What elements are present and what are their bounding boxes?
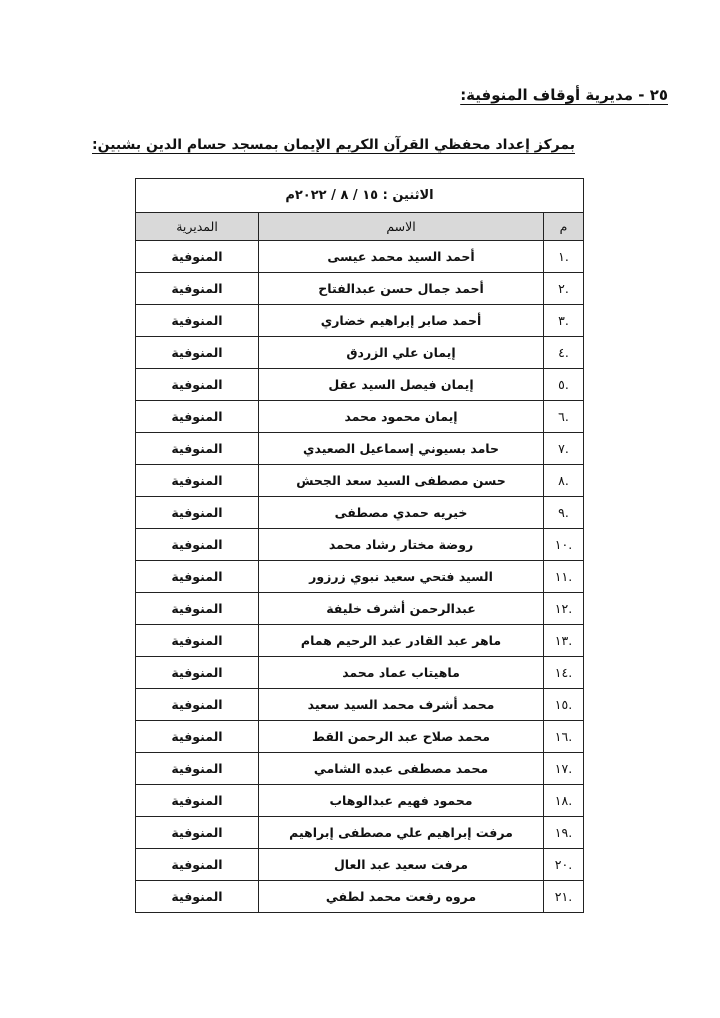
row-name: محمد أشرف محمد السيد سعيد (259, 689, 544, 721)
row-number: .٦ (544, 401, 584, 433)
row-name: إيمان محمود محمد (259, 401, 544, 433)
row-name: روضة مختار رشاد محمد (259, 529, 544, 561)
row-number: .١٠ (544, 529, 584, 561)
row-directorate: المنوفية (136, 401, 259, 433)
row-number: .٢ (544, 273, 584, 305)
row-name: السيد فتحي سعيد نبوي زرزور (259, 561, 544, 593)
row-directorate: المنوفية (136, 369, 259, 401)
date-row (136, 179, 584, 213)
row-directorate: المنوفية (136, 561, 259, 593)
row-name: محمد مصطفى عبده الشامي (259, 753, 544, 785)
table-row (136, 657, 584, 689)
row-number: .٩ (544, 497, 584, 529)
row-number: .٨ (544, 465, 584, 497)
table-row (136, 753, 584, 785)
row-name: إيمان فيصل السيد عقل (259, 369, 544, 401)
table-row (136, 369, 584, 401)
date-line: الاثنين : ١٥ / ٨ / ٢٠٢٢م (136, 179, 584, 213)
table-row (136, 305, 584, 337)
table-row (136, 849, 584, 881)
row-directorate: المنوفية (136, 465, 259, 497)
row-name: خيريه حمدي مصطفى (259, 497, 544, 529)
table-row (136, 561, 584, 593)
header-row (136, 213, 584, 241)
table-row (136, 401, 584, 433)
row-directorate: المنوفية (136, 337, 259, 369)
row-number: .٢١ (544, 881, 584, 913)
row-directorate: المنوفية (136, 273, 259, 305)
row-number: .٧ (544, 433, 584, 465)
row-number: .١٦ (544, 721, 584, 753)
row-name: محمد صلاح عبد الرحمن القط (259, 721, 544, 753)
row-directorate: المنوفية (136, 849, 259, 881)
row-directorate: المنوفية (136, 625, 259, 657)
row-name: عبدالرحمن أشرف خليفة (259, 593, 544, 625)
row-name: مروه رفعت محمد لطفي (259, 881, 544, 913)
row-name: مرفت إبراهيم علي مصطفى إبراهيم (259, 817, 544, 849)
table-row (136, 817, 584, 849)
table-row (136, 689, 584, 721)
row-name: محمود فهيم عبدالوهاب (259, 785, 544, 817)
row-number: .١١ (544, 561, 584, 593)
row-name: مرفت سعيد عبد العال (259, 849, 544, 881)
row-directorate: المنوفية (136, 657, 259, 689)
row-number: .١٥ (544, 689, 584, 721)
row-directorate: المنوفية (136, 305, 259, 337)
row-directorate: المنوفية (136, 241, 259, 273)
row-number: .١٩ (544, 817, 584, 849)
row-number: .١٣ (544, 625, 584, 657)
row-name: أحمد صابر إبراهيم خضاري (259, 305, 544, 337)
row-directorate: المنوفية (136, 497, 259, 529)
table-row (136, 241, 584, 273)
row-directorate: المنوفية (136, 785, 259, 817)
row-directorate: المنوفية (136, 881, 259, 913)
row-directorate: المنوفية (136, 593, 259, 625)
row-number: .٢٠ (544, 849, 584, 881)
document-heading: ٢٥ - مديرية أوقاف المنوفية: (460, 86, 668, 104)
row-name: ماهر عبد القادر عبد الرحيم همام (259, 625, 544, 657)
table-row (136, 433, 584, 465)
row-name: أحمد السيد محمد عيسى (259, 241, 544, 273)
table-row (136, 273, 584, 305)
header-directorate: المديرية (136, 213, 259, 241)
roster-body (136, 241, 584, 913)
table-row (136, 593, 584, 625)
row-number: .٣ (544, 305, 584, 337)
row-name: أحمد جمال حسن عبدالفتاح (259, 273, 544, 305)
row-directorate: المنوفية (136, 689, 259, 721)
table-row (136, 465, 584, 497)
row-name: ماهيتاب عماد محمد (259, 657, 544, 689)
table-row (136, 497, 584, 529)
row-directorate: المنوفية (136, 721, 259, 753)
row-directorate: المنوفية (136, 753, 259, 785)
row-name: حسن مصطفى السيد سعد الجحش (259, 465, 544, 497)
row-directorate: المنوفية (136, 529, 259, 561)
document-subheading: بمركز إعداد محفظي القرآن الكريم الإيمان بمسجد حسام الدين بشبين: (92, 137, 575, 153)
table-row (136, 625, 584, 657)
row-number: .٥ (544, 369, 584, 401)
row-name: إيمان علي الزردق (259, 337, 544, 369)
row-number: .١٤ (544, 657, 584, 689)
table-row (136, 529, 584, 561)
row-number: .٤ (544, 337, 584, 369)
row-number: .١٨ (544, 785, 584, 817)
roster-table (135, 178, 584, 913)
row-number: .١٧ (544, 753, 584, 785)
row-directorate: المنوفية (136, 817, 259, 849)
header-name: الاسم (259, 213, 544, 241)
row-number: .١ (544, 241, 584, 273)
row-number: .١٢ (544, 593, 584, 625)
table-row (136, 721, 584, 753)
table-row (136, 337, 584, 369)
header-number: م (544, 213, 584, 241)
table-row (136, 785, 584, 817)
row-name: حامد بسيوني إسماعيل الصعيدي (259, 433, 544, 465)
table-row (136, 881, 584, 913)
row-directorate: المنوفية (136, 433, 259, 465)
